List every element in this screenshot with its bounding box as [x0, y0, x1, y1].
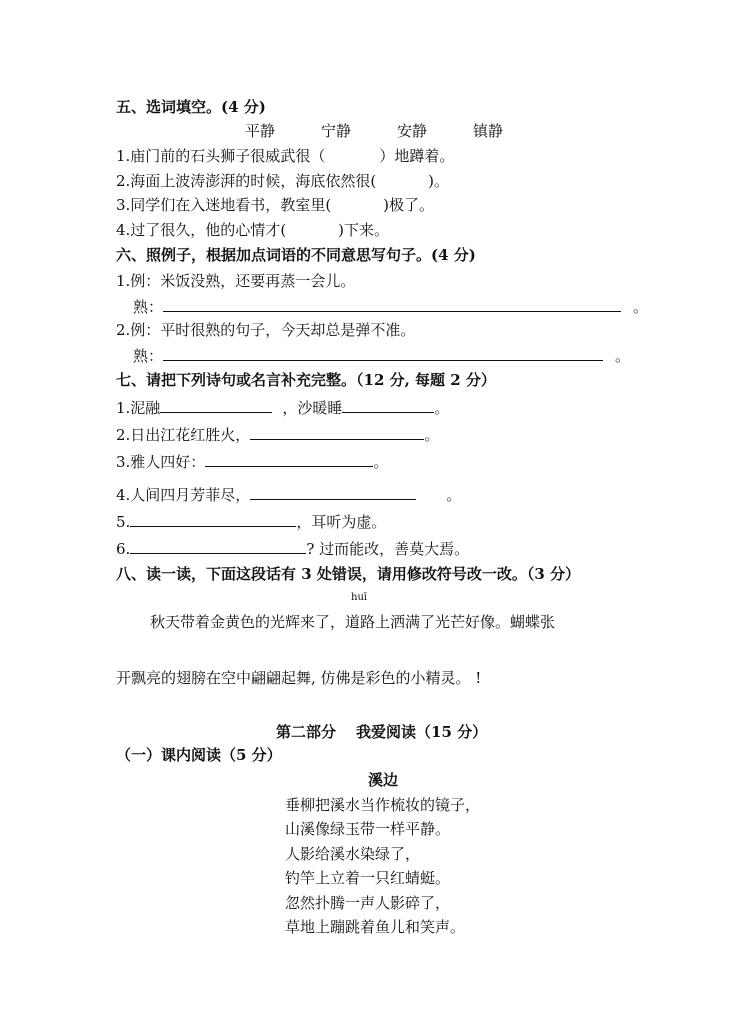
poem-line: 钓竿上立着一只红蜻蜓。 — [285, 869, 451, 887]
section-5-title: 五、选词填空。(4 分) — [116, 98, 266, 116]
word-choice: 平静 — [245, 122, 276, 140]
s5-question-1: 1.庙门前的石头狮子很威武很（ ）地蹲着。 — [116, 147, 455, 165]
answer-line[interactable] — [160, 397, 272, 413]
s5-question-2: 2.海面上波涛澎湃的时候，海底依然很( )。 — [116, 172, 450, 190]
s8-paragraph-line-1: 秋天带着金黄色的光辉来了，道路上洒满了光芒好像。蝴蝶张 — [150, 613, 556, 631]
answer-line[interactable] — [205, 451, 373, 467]
s5-question-4: 4.过了很久，他的心情才( )下来。 — [116, 221, 390, 239]
answer-line[interactable] — [130, 538, 306, 554]
s7-question-3: 3.雅人四好： 。 — [116, 453, 389, 471]
s8-paragraph-line-2: 开飘亮的翅膀在空中翩翩起舞, 仿佛是彩色的小精灵。 ! — [116, 669, 482, 687]
section-8-title: 八、读一读，下面这段话有 3 处错误，请用修改符号改一改。（3 分） — [116, 565, 581, 583]
word-choice: 宁静 — [321, 122, 352, 140]
poem-title: 溪边 — [368, 771, 399, 789]
answer-line[interactable] — [163, 345, 603, 361]
s7-question-1: 1.泥融 ，沙暖睡 。 — [116, 399, 450, 417]
s7-question-6: 6. ? 过而能改，善莫大焉。 — [116, 540, 470, 558]
s7-question-4: 4.人间四月芳菲尽， 。 — [116, 486, 462, 504]
poem-line: 山溪像绿玉带一样平静。 — [285, 820, 451, 838]
answer-line[interactable] — [163, 296, 621, 312]
s7-question-5: 5. ，耳听为虚。 — [116, 513, 387, 531]
s5-question-3: 3.同学们在入迷地看书，教室里( )极了。 — [116, 196, 435, 214]
word-choices — [245, 121, 549, 141]
poem-line: 草地上蹦跳着鱼儿和笑声。 — [285, 918, 466, 936]
poem-line: 忽然扑腾一声人影碎了， — [285, 894, 451, 912]
s6-answer-1: 熟： 。 — [133, 298, 649, 316]
part-2-title: 第二部分 我爱阅读（15 分） — [276, 723, 488, 741]
answer-line[interactable] — [250, 484, 416, 500]
answer-line[interactable] — [250, 424, 424, 440]
reading-section-title: （一）课内阅读（5 分） — [116, 746, 282, 764]
section-6-title: 六、照例子，根据加点词语的不同意思写句子。(4 分) — [116, 246, 476, 264]
word-choice: 安静 — [397, 122, 428, 140]
s7-question-2: 2.日出江花红胜火， 。 — [116, 426, 440, 444]
s6-example-2: 2.例：平时很熟的句子，今天却总是弹不准。 — [116, 321, 416, 339]
word-choice: 镇静 — [473, 122, 504, 140]
s6-example-1: 1.例：米饭没熟，还要再蒸一会儿。 — [116, 272, 356, 290]
poem-line: 人影给溪水染绿了， — [285, 845, 421, 863]
answer-line[interactable] — [342, 397, 434, 413]
pinyin-annotation: huī — [351, 592, 368, 603]
answer-line[interactable] — [130, 511, 296, 527]
s6-answer-2: 熟： 。 — [133, 347, 631, 365]
section-7-title: 七、请把下列诗句或名言补充完整。（12 分, 每题 2 分） — [116, 371, 496, 389]
poem-line: 垂柳把溪水当作梳妆的镜子， — [285, 796, 481, 814]
